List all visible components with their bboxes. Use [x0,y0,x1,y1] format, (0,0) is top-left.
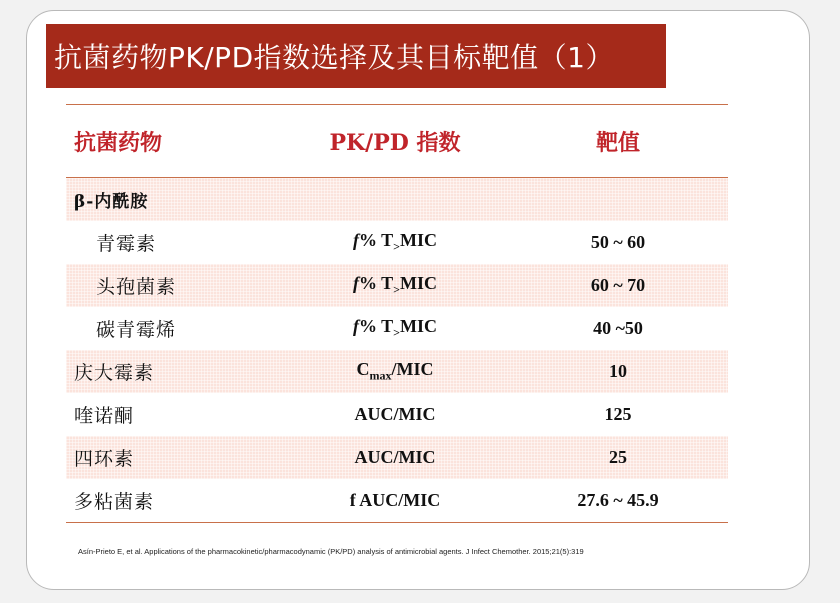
drug-cell: 碳青霉烯 [96,319,177,341]
table-row [66,479,728,522]
table-row [66,436,728,479]
index-main: % T [358,230,394,251]
index-cell [282,359,508,384]
index-main: C [356,359,370,380]
index-cell: f AUC/MIC [349,490,441,510]
index-cell [282,230,508,255]
index-sub: > [393,325,401,340]
index-cell [282,316,508,341]
table-row [66,178,728,221]
target-cell: 40 ~50 [593,318,643,338]
index-cell [282,273,508,298]
target-cell: 27.6 ~ 45.9 [577,490,659,510]
index-prefix: f [352,230,359,251]
drug-cell: 青霉素 [96,233,157,255]
slide-title: 抗菌药物PK/PD指数选择及其目标靶值（1） [54,41,614,74]
index-sub: > [393,282,401,297]
index-main: % T [358,273,394,294]
table-header-row [66,105,728,177]
header-index: PK/PD 指数 [329,129,461,156]
target-cell: 25 [609,447,627,467]
index-main: % T [358,316,394,337]
target-cell: 10 [609,361,627,381]
header-target: 靶值 [595,129,640,156]
table-row [66,393,728,436]
table-row [66,307,728,350]
drug-cell: 庆大霉素 [74,362,155,384]
drug-cell: 多粘菌素 [74,491,155,513]
index-prefix: f [352,273,359,294]
target-cell: 125 [604,404,632,424]
header-drug: 抗菌药物 [74,129,163,156]
index-cell: AUC/MIC [354,447,436,467]
pkpd-table [66,104,728,523]
target-cell: 60 ~ 70 [590,275,646,295]
table-bottom-rule [66,522,728,523]
title-banner [46,24,666,88]
index-sub: max [369,368,392,383]
index-sub: > [393,239,401,254]
index-suffix: /MIC [391,359,434,380]
citation-text: Asín-Prieto E, et al. Applications of the pharmacokinetic/pharmacodynamic (PK/PD) analysis of antimicrobial agents. J Infect Chemother. 2015;21(5):319 [78,547,584,556]
table-row [66,221,728,264]
drug-cell: 四环素 [74,448,135,470]
index-suffix: MIC [400,273,438,294]
index-prefix: f [352,316,359,337]
drug-cell: β-内酰胺 [74,192,149,212]
index-cell: AUC/MIC [354,404,436,424]
drug-cell: 喹诺酮 [74,405,135,427]
index-suffix: MIC [400,316,438,337]
table-row [66,264,728,307]
target-cell: 50 ~ 60 [590,232,646,252]
drug-cell: 头孢菌素 [96,276,177,298]
table-row [66,350,728,393]
index-suffix: MIC [400,230,438,251]
